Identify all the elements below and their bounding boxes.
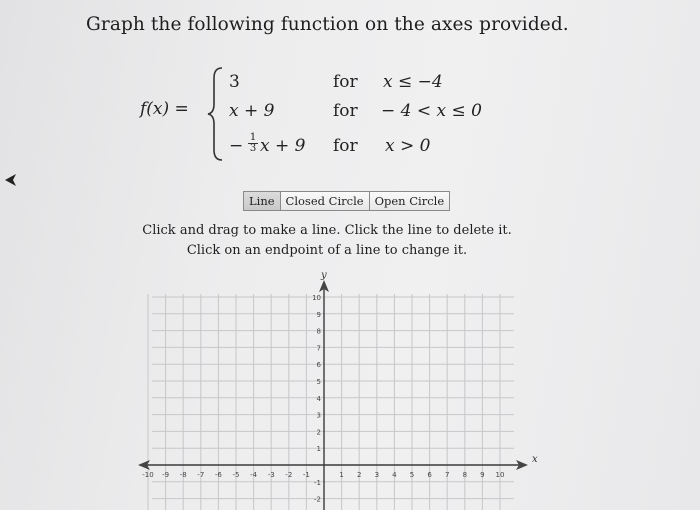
question-prompt: Graph the following function on the axes provided. — [86, 14, 569, 35]
function-lhs: f(x) = — [140, 99, 189, 119]
x-tick-label: -10 — [142, 471, 154, 479]
open-circle-tool-button[interactable]: Open Circle — [370, 192, 450, 210]
y-tick-label: 1 — [316, 445, 321, 454]
x-tick-label: -6 — [214, 471, 222, 479]
piece-3-fraction — [248, 133, 258, 154]
x-tick-label: 1 — [339, 471, 344, 479]
x-tick-label: -3 — [267, 471, 275, 479]
piece-2-condition: − 4 < x ≤ 0 — [381, 101, 482, 121]
x-tick-label: -9 — [162, 471, 170, 479]
x-tick-label: 8 — [462, 471, 468, 479]
piece-1-condition: x ≤ −4 — [383, 72, 443, 92]
piecewise-function — [0, 0, 700, 170]
x-tick-label: 2 — [356, 471, 362, 479]
line-tool-button[interactable]: Line — [244, 192, 281, 210]
instruction-line-2: Click on an endpoint of a line to change it. — [186, 243, 468, 258]
y-tick-label: 9 — [316, 310, 321, 319]
x-tick-label: -2 — [285, 471, 293, 479]
x-tick-label: 10 — [495, 471, 505, 479]
y-tick-label: 7 — [316, 344, 321, 353]
y-tick-label: 3 — [316, 411, 321, 420]
piece-3-minus: − — [229, 136, 244, 156]
x-tick-label: -1 — [302, 471, 310, 479]
y-tick-label: 8 — [316, 327, 321, 336]
instruction-line-1: Click and drag to make a line. Click the line to delete it. — [142, 223, 512, 238]
x-tick-label: -4 — [250, 471, 258, 479]
x-tick-label: -5 — [232, 471, 240, 479]
piece-3-for: for — [333, 136, 358, 156]
piece-3-condition: x > 0 — [385, 136, 431, 156]
y-tick-label: 5 — [316, 378, 321, 386]
x-tick-label: -8 — [179, 471, 187, 479]
x-tick-label: 7 — [444, 471, 450, 479]
y-axis-label: y — [321, 270, 327, 281]
piece-2-for: for — [333, 101, 358, 121]
y-tick-label: 4 — [316, 394, 321, 403]
y-tick-label: 2 — [316, 428, 321, 437]
x-tick-label: 4 — [392, 471, 397, 479]
coordinate-graph[interactable] — [136, 270, 538, 510]
x-tick-label: 5 — [409, 471, 415, 479]
drawing-toolbar — [243, 191, 450, 211]
y-tick-label: 6 — [316, 361, 321, 370]
x-tick-label: 6 — [427, 471, 432, 479]
fraction-numerator: 1 — [249, 132, 257, 143]
x-tick-label: 9 — [480, 471, 485, 479]
piece-1-expr: 3 — [229, 72, 240, 92]
closed-circle-tool-button[interactable]: Closed Circle — [281, 192, 370, 210]
piece-1-for: for — [333, 72, 358, 92]
x-tick-label: -7 — [197, 471, 205, 479]
mouse-cursor-icon — [4, 173, 18, 187]
x-axis-label: x — [532, 454, 538, 465]
left-brace — [205, 66, 227, 162]
x-tick-label: 3 — [374, 471, 380, 479]
y-tick-label: -1 — [314, 478, 321, 487]
fraction-denominator: 3 — [249, 143, 257, 154]
piece-2-expr: x + 9 — [229, 101, 275, 121]
piece-3-expr: x + 9 — [260, 136, 306, 156]
y-tick-label: -2 — [314, 495, 321, 504]
y-tick-label: 10 — [312, 294, 321, 302]
